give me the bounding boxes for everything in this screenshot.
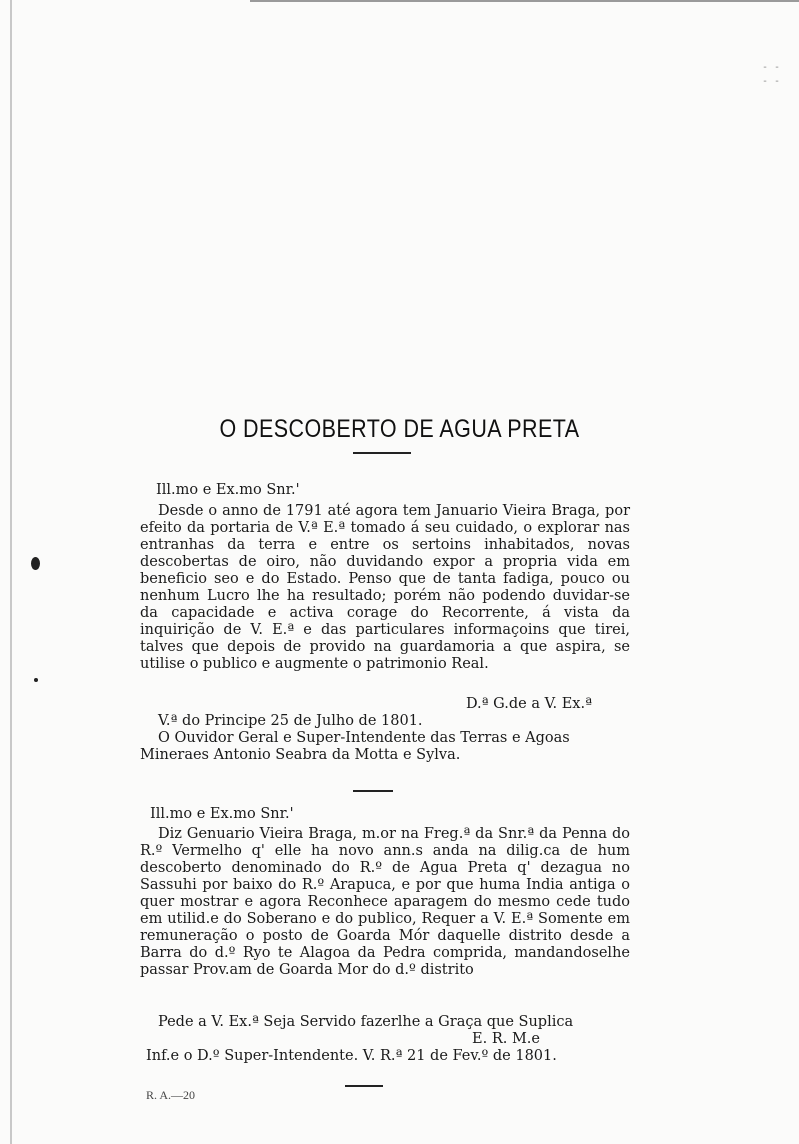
- document-title: O DESCOBERTO DE AGUA PRETA: [219, 414, 580, 443]
- letter1-closing: D.ª G.de a V. Ex.ª: [465, 696, 592, 712]
- letter1-closing-block: [140, 696, 630, 764]
- letter2-closing-block: [140, 1014, 630, 1065]
- letter1-date: V.ª do Principe 25 de Julho de 1801.: [158, 713, 423, 729]
- letter1-salutation: Ill.mo e Ex.mo Snr.': [156, 482, 300, 498]
- page-edge-left: [10, 0, 12, 1144]
- margin-mark-2: - -: [762, 76, 781, 87]
- letter1-signatory: O Ouvidor Geral e Super-Intendente das Terras e Agoas Mineraes Antonio Seabra da Motta e Sylva.: [140, 730, 570, 763]
- section-rule: [353, 790, 393, 792]
- page-edge-top: [250, 0, 799, 2]
- footer-rule: [345, 1085, 383, 1087]
- letter1-paragraph: Desde o anno de 1791 até agora tem Januario Vieira Braga, por efeito da portaria de V.ª E.ª tomado á seu cuidado, o explorar nas entranhas da terra e entre os sertoins inhabitados, novas descobertas de oiro, não duvidando expor a propria vida em beneficio seo e do Estado. Penso que de tanta fadiga, pouco ou nenhum Lucro lhe ha resultado; porém não podendo duvidar-se da capacidade e activa corage do Recorrente, á vista da inquirição de V. E.ª e das particulares informaçoins que tirei, talves que depois de provido na guardamoria a que aspira, se utilise o publico e augmente o patrimonio Real.: [140, 503, 630, 672]
- letter2-salutation: Ill.mo e Ex.mo Snr.': [150, 806, 294, 822]
- letter2-erm: E. R. M.e: [472, 1031, 540, 1047]
- letter2-body: [140, 826, 630, 979]
- ink-dot: [34, 678, 38, 682]
- letter2-final-line: Inf.e o D.º Super-Intendente. V. R.ª 21 de Fev.º de 1801.: [146, 1048, 557, 1064]
- title-rule: [353, 452, 411, 454]
- page-footer: R. A.—20: [146, 1088, 196, 1102]
- ink-speck: [31, 557, 40, 570]
- letter1-body: [140, 503, 630, 673]
- letter2-petition: Pede a V. Ex.ª Seja Servido fazerlhe a Graça que Suplica: [158, 1014, 574, 1030]
- margin-mark-1: - -: [762, 62, 781, 73]
- letter2-paragraph: Diz Genuario Vieira Braga, m.or na Freg.ª da Snr.ª da Penna do R.º Vermelho q' elle ha novo ann.s anda na dilig.ca de hum descoberto denominado do R.º de Agua Preta q' dezagua no Sassuhi por baixo do R.º Arapuca, e por que huma India antiga o quer mostrar e agora Reconhece aparagem do mesmo cede tudo em utilid.e do Soberano e do publico, Requer a V. E.ª Somente em remuneração o posto de Goarda Mór daquelle distrito desde a Barra do d.º Ryo te Alagoa da Pedra comprida, mandandoselhe passar Prov.am de Goarda Mor do d.º distrito: [140, 826, 630, 978]
